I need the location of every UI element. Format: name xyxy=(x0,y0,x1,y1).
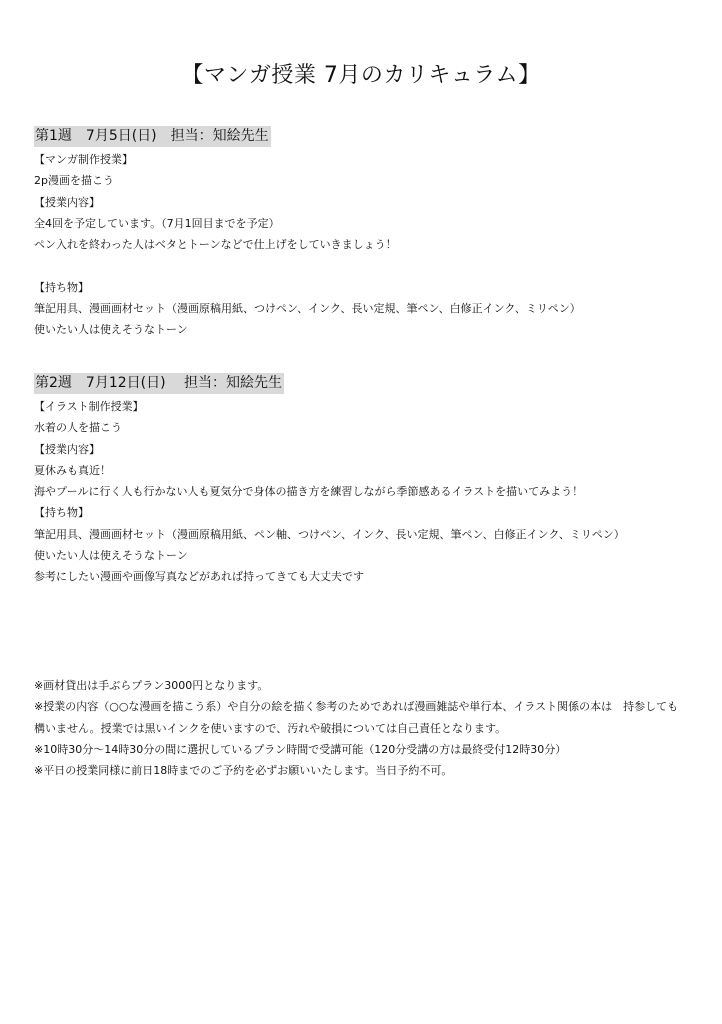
note-line: ※平日の授業同様に前日18時までのご予約を必ずお願いいたします。当日予約不可。 xyxy=(34,764,453,778)
week1-content-line: ペン入れを終わった人はベタとトーンなどで仕上げをしていきましょう！ xyxy=(34,238,397,252)
week2-course-name: 水着の人を描こう xyxy=(34,421,122,435)
week1-items-line: 筆記用具、漫画画材セット（漫画原稿用紙、つけペン、インク、長い定規、筆ペン、白修正インク、ミリペン） xyxy=(34,302,581,316)
week2-content-line: 夏休みも真近！ xyxy=(34,463,111,477)
page-title: 【マンガ授業 7月のカリキュラム】 xyxy=(181,63,541,88)
week2-items-line: 筆記用具、漫画画材セット（漫画原稿用紙、ペン軸、つけペン、インク、長い定規、筆ペン、白修正インク、ミリペン） xyxy=(34,527,625,541)
week1-course-name: 2p漫画を描こう xyxy=(34,174,114,188)
week1-items-title: 【持ち物】 xyxy=(34,280,89,294)
week1-heading: 第1週 7月5日(日) 担当：知絵先生 xyxy=(34,126,271,147)
week2-section xyxy=(34,372,684,588)
week2-items-line: 参考にしたい漫画や画像写真などがあれば持ってきても大丈夫です xyxy=(34,570,364,584)
note-line: ※授業の内容（○○な漫画を描こう系）や自分の絵を描く参考のためであれば漫画雑誌や単行本、イラスト関係の本は 持参しても構いません。授業では黒いインクを使いますので、汚れや破損については自己責任となります。 xyxy=(34,700,679,735)
week1-course-type: 【マンガ制作授業】 xyxy=(34,153,133,166)
week1-items-line: 使いたい人は使えそうなトーン xyxy=(34,323,188,337)
week2-content-line: 海やプールに行く人も行かない人も夏気分で身体の描き方を練習しながら季節感あるイラストを描いてみよう！ xyxy=(34,485,584,499)
week1-content-line: 全4回を予定しています。（7月1回目までを予定） xyxy=(34,216,280,230)
week1-section xyxy=(34,125,684,341)
week2-items-title: 【持ち物】 xyxy=(34,506,89,520)
note-line: ※10時30分〜14時30分の間に選択しているプラン時間で受講可能（120分受講の方は最終受付12時30分） xyxy=(34,742,567,756)
notes-section xyxy=(34,675,684,781)
week2-content-title: 【授業内容】 xyxy=(34,442,100,456)
week1-content-title: 【授業内容】 xyxy=(34,195,100,209)
note-line: ※画材貸出は手ぶらプラン3000円となります。 xyxy=(34,679,269,692)
spacer xyxy=(34,255,684,276)
week2-course-type: 【イラスト制作授業】 xyxy=(34,400,144,413)
week2-items-line: 使いたい人は使えそうなトーン xyxy=(34,549,188,563)
week2-heading: 第2週 7月12日(日) 担当：知絵先生 xyxy=(34,373,284,394)
